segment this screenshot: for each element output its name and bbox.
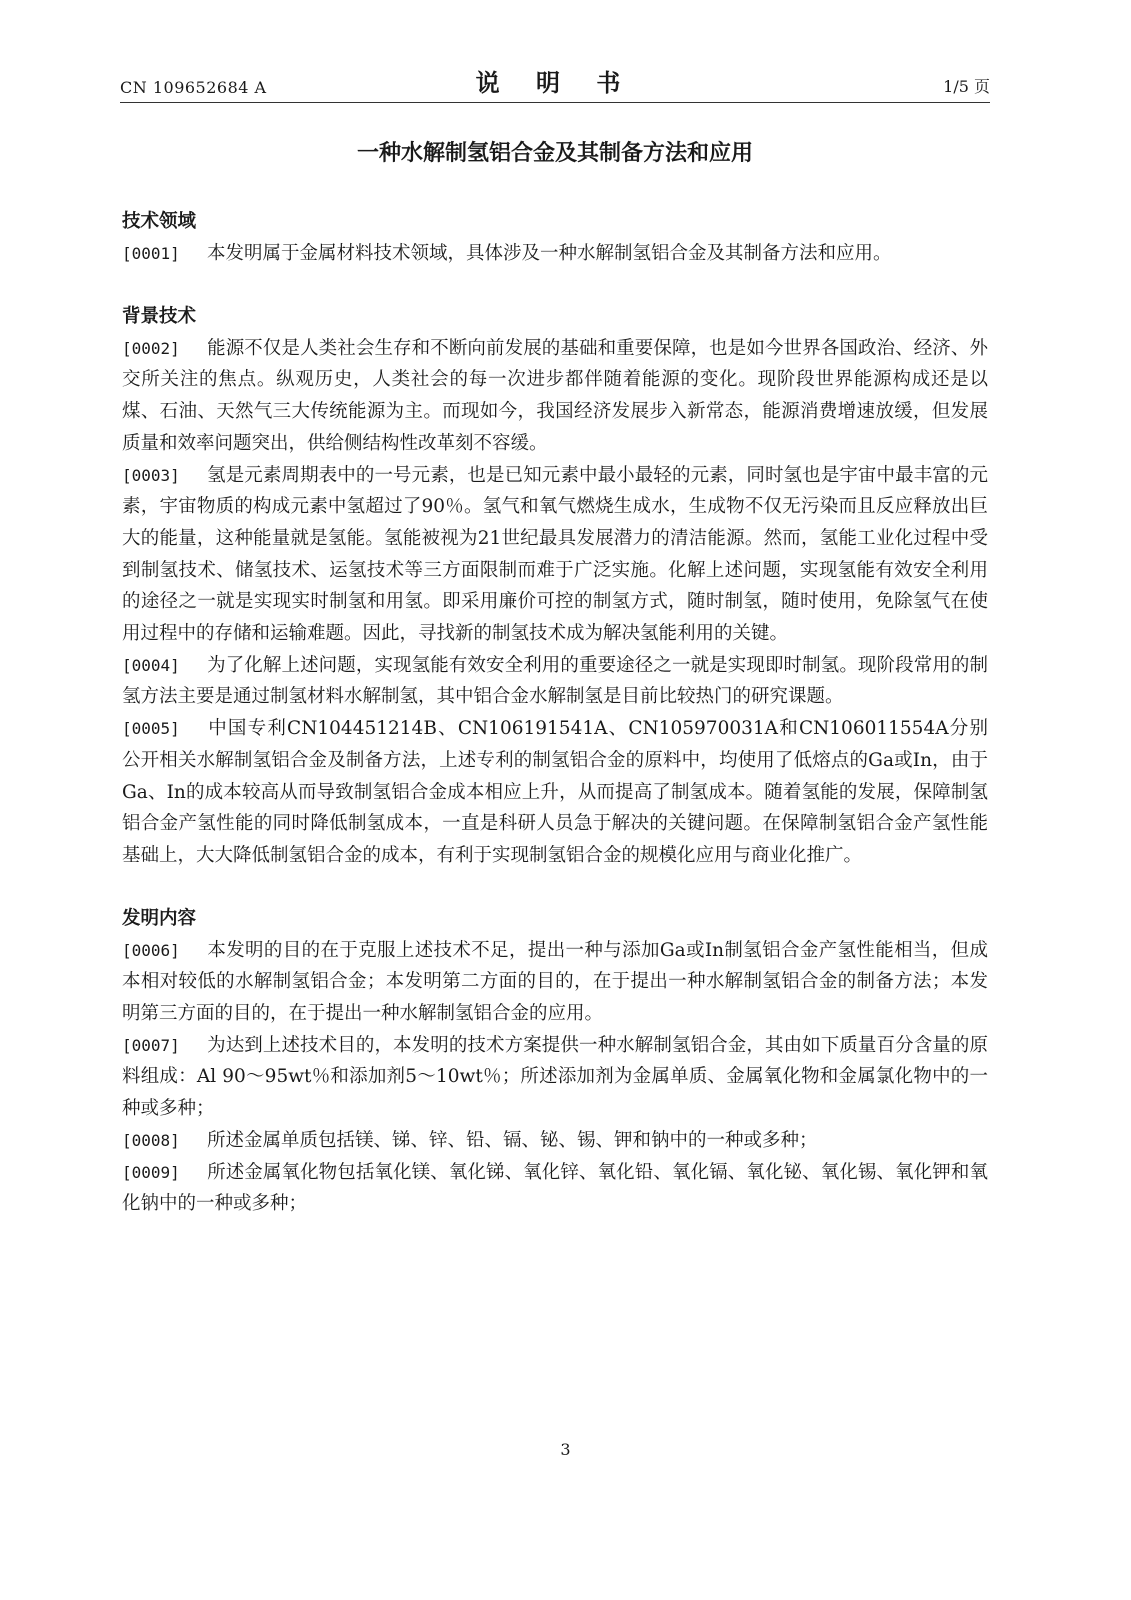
section-gap xyxy=(122,270,988,301)
section-heading: 背景技术 xyxy=(122,305,197,327)
paragraph-text: 中国专利CN104451214B、CN106191541A、CN105970031A和CN106011554A分别公开相关水解制氢铝合金及制备方法，上述专利的制氢铝合金的原料中，均使用了低熔点的Ga或In，由于Ga、In的成本较高从而导致制氢铝合金成本相应上升，从而提高了制氢成本。随着氢能的发展，保障制氢铝合金产氢性能的同时降低制氢成本，一直是科研人员急于解决的关键问题。在保障制氢铝合金产氢性能基础上，大大降低制氢铝合金的成本，有利于实现制氢铝合金的规模化应用与商业化推广。 xyxy=(122,718,988,866)
paragraph-number: [0005] xyxy=(122,719,180,739)
paragraph xyxy=(122,1030,988,1125)
doc-number: CN 109652684 A xyxy=(120,78,267,97)
section-invention xyxy=(122,903,988,1220)
page-number: 3 xyxy=(560,1440,571,1459)
page-header xyxy=(120,60,990,103)
paragraph-number: [0003] xyxy=(122,465,180,485)
paragraph xyxy=(122,333,988,460)
paragraph-text: 能源不仅是人类社会生存和不断向前发展的基础和重要保障，也是如今世界各国政治、经济、外交所关注的焦点。纵观历史，人类社会的每一次进步都伴随着能源的变化。现阶段世界能源构成还是以煤、石油、天然气三大传统能源为主。而现如今，我国经济发展步入新常态，能源消费增速放缓，但发展质量和效率问题突出，供给侧结构性改革刻不容缓。 xyxy=(122,337,988,454)
paragraph-text: 本发明的目的在于克服上述技术不足，提出一种与添加Ga或In制氢铝合金产氢性能相当，但成本相对较低的水解制氢铝合金；本发明第二方面的目的，在于提出一种水解制氢铝合金的制备方法；本发明第三方面的目的，在于提出一种水解制氢铝合金的应用。 xyxy=(122,939,988,1025)
paragraph-text: 所述金属氧化物包括氧化镁、氧化锑、氧化锌、氧化铅、氧化镉、氧化铋、氧化锡、氧化钾和氧化钠中的一种或多种； xyxy=(122,1161,988,1215)
paragraph xyxy=(122,460,988,650)
paragraph xyxy=(122,713,988,872)
paragraph-number: [0007] xyxy=(122,1035,180,1055)
paragraph-text: 为了化解上述问题，实现氢能有效安全利用的重要途径之一就是实现即时制氢。现阶段常用的制氢方法主要是通过制氢材料水解制氢，其中铝合金水解制氢是目前比较热门的研究课题。 xyxy=(122,654,988,708)
paragraph-number: [0008] xyxy=(122,1130,180,1150)
section-heading: 发明内容 xyxy=(122,907,197,929)
section-heading: 技术领域 xyxy=(122,211,197,232)
paragraph xyxy=(122,650,988,713)
section-gap xyxy=(122,872,988,903)
paragraph xyxy=(122,935,988,1030)
section-tech-field xyxy=(122,206,988,270)
paragraph-number: [0006] xyxy=(122,940,180,960)
doc-type: 说 明 书 xyxy=(475,69,635,97)
section-background xyxy=(122,301,988,872)
paragraph-number: [0004] xyxy=(122,655,180,675)
paragraph-text: 氢是元素周期表中的一号元素，也是已知元素中最小最轻的元素，同时氢也是宇宙中最丰富的元素，宇宙物质的构成元素中氢超过了90％。氢气和氧气燃烧生成水，生成物不仅无污染而且反应释放出巨大的能量，这种能量就是氢能。氢能被视为21世纪最具发展潜力的清洁能源。然而，氢能工业化过程中受到制氢技术、储氢技术、运氢技术等三方面限制而难于广泛实施。化解上述问题，实现氢能有效安全利用的途径之一就是实现实时制氢和用氢。即采用廉价可控的制氢方式，随时制氢，随时使用，免除氢气在使用过程中的存储和运输难题。因此，寻找新的制氢技术成为解决氢能利用的关键。 xyxy=(122,464,988,645)
paragraph xyxy=(122,1125,988,1157)
paragraph-text: 所述金属单质包括镁、锑、锌、铅、镉、铋、锡、钾和钠中的一种或多种； xyxy=(207,1129,818,1151)
document-body xyxy=(122,206,988,1220)
page-indicator: 1/5 页 xyxy=(943,77,990,96)
paragraph-text: 为达到上述技术目的，本发明的技术方案提供一种水解制氢铝合金，其由如下质量百分含量的原料组成：Al 90～95wt％和添加剂5～10wt％；所述添加剂为金属单质、金属氧化物和金属氯化物中的一种或多种； xyxy=(122,1034,988,1120)
document-title: 一种水解制氢铝合金及其制备方法和应用 xyxy=(356,141,753,166)
paragraph xyxy=(122,238,988,270)
paragraph-number: [0001] xyxy=(122,244,180,263)
paragraph-text: 本发明属于金属材料技术领域，具体涉及一种水解制氢铝合金及其制备方法和应用。 xyxy=(207,243,892,264)
paragraph-number: [0009] xyxy=(122,1162,180,1182)
paragraph xyxy=(122,1157,988,1220)
paragraph-number: [0002] xyxy=(122,338,180,358)
